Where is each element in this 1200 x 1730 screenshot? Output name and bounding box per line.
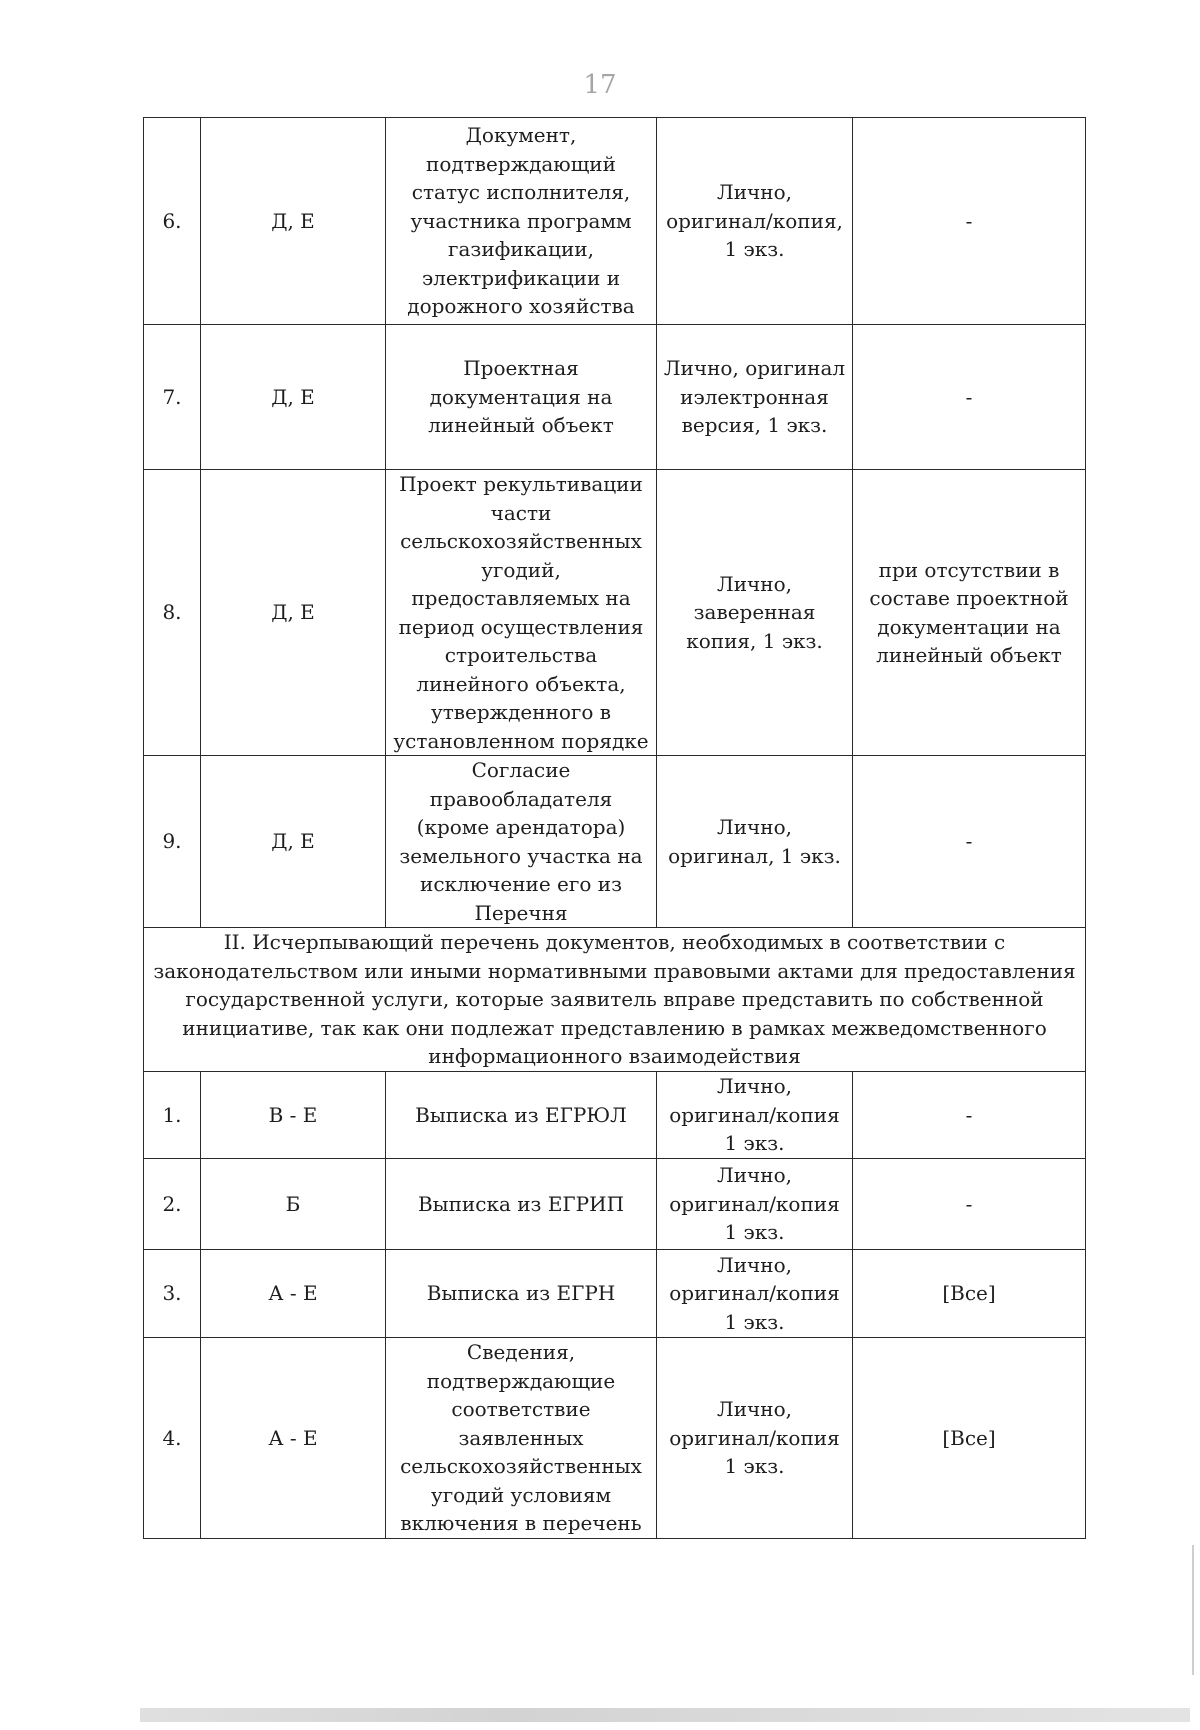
document-name: Выписка из ЕГРИП xyxy=(386,1159,657,1250)
scan-edge-mark xyxy=(1192,1545,1194,1675)
note: [Все] xyxy=(853,1250,1086,1338)
applicant-categories: Д, Е xyxy=(201,118,386,325)
document-name: Согласие правообладателя (кроме арендатора) земельного участка на исключение его из Перечня xyxy=(386,756,657,928)
note: [Все] xyxy=(853,1338,1086,1539)
document-name: Документ, подтверждающий статус исполнителя, участника программ газификации, электрификации и дорожного хозяйства xyxy=(386,118,657,325)
applicant-categories: Б xyxy=(201,1159,386,1250)
section-header: II. Исчерпывающий перечень документов, необходимых в соответствии с законодательством или иными нормативными правовыми актами для предоставления государственной услуги, которые заявитель вправе представить по собственной инициативе, так как они подлежат представлению в рамках межведомственного информационного взаимодействия xyxy=(144,928,1086,1072)
table-row xyxy=(144,470,1086,756)
applicant-categories: Д, Е xyxy=(201,470,386,756)
submission-form: Лично, оригинал, 1 экз. xyxy=(657,756,853,928)
applicant-categories: Д, Е xyxy=(201,325,386,470)
submission-form: Лично, оригинал/копия 1 экз. xyxy=(657,1250,853,1338)
applicant-categories: А - Е xyxy=(201,1250,386,1338)
submission-form: Лично, оригинал/копия 1 экз. xyxy=(657,1072,853,1159)
row-number: 2. xyxy=(144,1159,201,1250)
row-number: 8. xyxy=(144,470,201,756)
note: - xyxy=(853,118,1086,325)
submission-form: Лично, оригинал иэлектронная версия, 1 экз. xyxy=(657,325,853,470)
submission-form: Лично, оригинал/копия 1 экз. xyxy=(657,1159,853,1250)
submission-form: Лично, оригинал/копия 1 экз. xyxy=(657,1338,853,1539)
row-number: 1. xyxy=(144,1072,201,1159)
page-number: 17 xyxy=(583,70,617,100)
table-row xyxy=(144,756,1086,928)
note: - xyxy=(853,756,1086,928)
applicant-categories: В - Е xyxy=(201,1072,386,1159)
applicant-categories: А - Е xyxy=(201,1338,386,1539)
table-row xyxy=(144,1250,1086,1338)
document-name: Проект рекультивации части сельскохозяйственных угодий, предоставляемых на период осуществления строительства линейного объекта, утвержденного в установленном порядке xyxy=(386,470,657,756)
note: - xyxy=(853,325,1086,470)
applicant-categories: Д, Е xyxy=(201,756,386,928)
scan-streak xyxy=(140,1708,1190,1722)
table-row xyxy=(144,1072,1086,1159)
note: - xyxy=(853,1072,1086,1159)
note: при отсутствии в составе проектной документации на линейный объект xyxy=(853,470,1086,756)
documents-table xyxy=(143,117,1086,1539)
section-header-row xyxy=(144,928,1086,1072)
document-name: Выписка из ЕГРН xyxy=(386,1250,657,1338)
table-row xyxy=(144,1159,1086,1250)
table-row xyxy=(144,118,1086,325)
submission-form: Лично, заверенная копия, 1 экз. xyxy=(657,470,853,756)
row-number: 9. xyxy=(144,756,201,928)
row-number: 4. xyxy=(144,1338,201,1539)
row-number: 6. xyxy=(144,118,201,325)
table-row xyxy=(144,1338,1086,1539)
submission-form: Лично, оригинал/копия, 1 экз. xyxy=(657,118,853,325)
document-name: Сведения, подтверждающие соответствие заявленных сельскохозяйственных угодий условиям включения в перечень xyxy=(386,1338,657,1539)
table-row xyxy=(144,325,1086,470)
document-name: Выписка из ЕГРЮЛ xyxy=(386,1072,657,1159)
note: - xyxy=(853,1159,1086,1250)
document-name: Проектная документация на линейный объект xyxy=(386,325,657,470)
row-number: 7. xyxy=(144,325,201,470)
row-number: 3. xyxy=(144,1250,201,1338)
